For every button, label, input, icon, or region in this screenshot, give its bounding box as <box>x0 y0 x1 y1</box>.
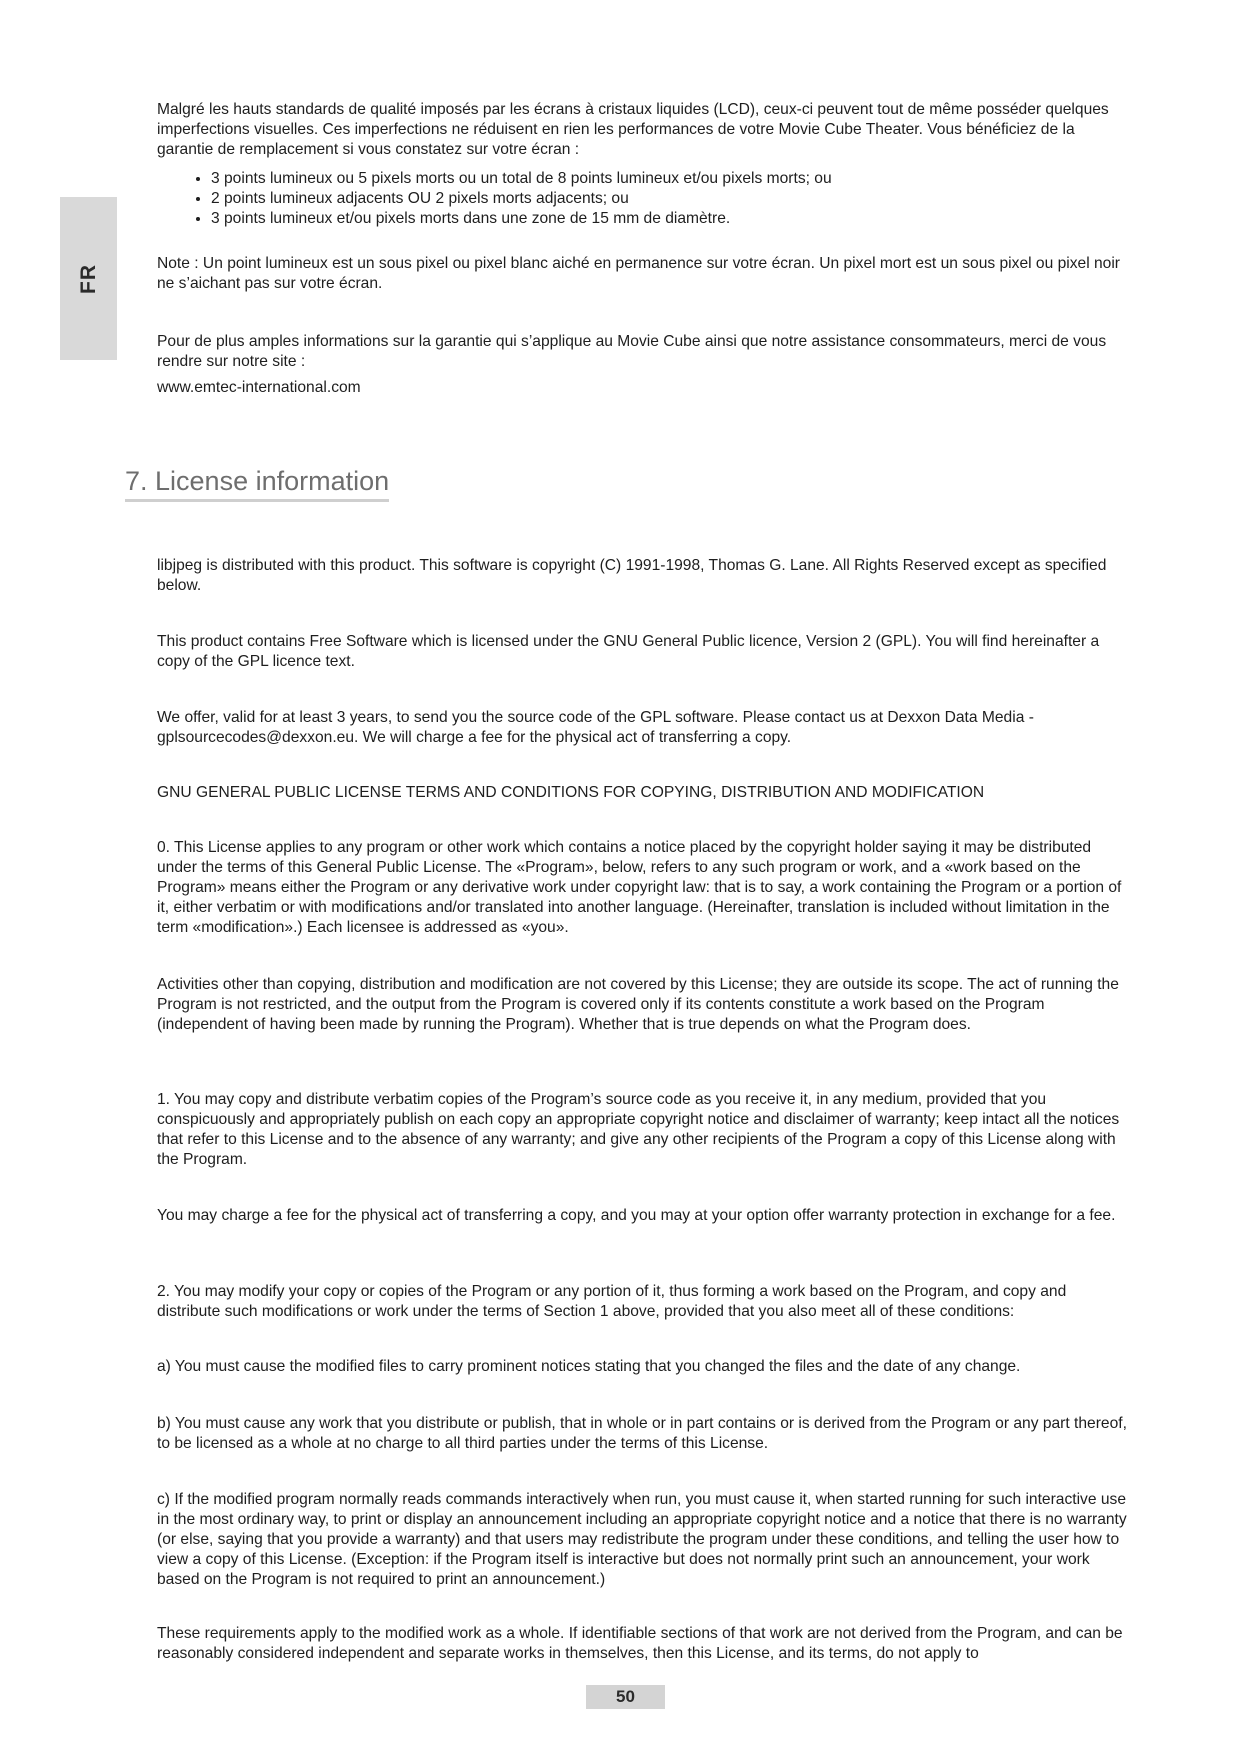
license-paragraph-libjpeg: libjpeg is distributed with this product. This software is copyright (C) 1991-1998, Thomas G. Lane. All Rights Reserved except as specified below. <box>157 557 1107 594</box>
license-paragraph-gpl-notice: This product contains Free Software which is licensed under the GNU General Public licence, Version 2 (GPL). You will find hereinafter a copy of the GPL licence text. <box>157 633 1100 670</box>
language-tab <box>60 197 117 360</box>
page-number: 50 <box>586 1685 665 1709</box>
license-paragraph-fee: You may charge a fee for the physical act of transferring a copy, and you may at your option offer warranty protection in exchange for a fee. <box>157 1207 1116 1224</box>
french-more-info-paragraph: Pour de plus amples informations sur la garantie qui s’applique au Movie Cube ainsi que notre assistance consommateurs, merci de vous rendre sur notre site : <box>157 333 1107 370</box>
license-paragraph-condition-b: b) You must cause any work that you distribute or publish, that in whole or in part contains or is derived from the Program or any part thereof, to be licensed as a whole at no charge to all third parties under the terms of this License. <box>157 1415 1127 1452</box>
license-paragraph-requirements: These requirements apply to the modified work as a whole. If identifiable sections of that work are not derived from the Program, and can be reasonably considered independent and separate works in themselves, then this License, and its terms, do not apply to <box>157 1625 1123 1662</box>
list-item: • 3 points lumineux ou 5 pixels morts ou un total de 8 points lumineux et/ou pixels morts; ou <box>211 169 1111 189</box>
section-title: 7. License information <box>125 464 389 502</box>
website-link[interactable]: www.emtec-international.com <box>157 379 361 396</box>
french-intro-paragraph: Malgré les hauts standards de qualité imposés par les écrans à cristaux liquides (LCD), ceux-ci peuvent tout de même posséder quelques imperfections visuelles. Ces imperfections ne réduisent en rien les performances de votre Movie Cube Theater. Vous bénéficiez de la garantie de remplacement si vous constatez sur votre écran : <box>157 101 1109 158</box>
license-paragraph-source-offer: We offer, valid for at least 3 years, to send you the source code of the GPL software. Please contact us at Dexxon Data Media - gplsourcecodes@dexxon.eu. We will charge a fee for the physical act of transferring a copy. <box>157 709 1034 746</box>
license-paragraph-section-2: 2. You may modify your copy or copies of the Program or any portion of it, thus forming a work based on the Program, and copy and distribute such modifications or work under the terms of Section 1 above, provided that you also meet all of these conditions: <box>157 1283 1067 1320</box>
license-paragraph-section-1: 1. You may copy and distribute verbatim copies of the Program’s source code as you receive it, in any medium, provided that you conspicuously and appropriately publish on each copy an appropriate copyright notice and disclaimer of warranty; keep intact all the notices that refer to this License and to the absence of any warranty; and give any other recipients of the Program a copy of this License along with the Program. <box>157 1091 1120 1168</box>
list-item: • 3 points lumineux et/ou pixels morts dans une zone de 15 mm de diamètre. <box>211 209 1111 229</box>
license-paragraph-section-0: 0. This License applies to any program or other work which contains a notice placed by the copyright holder saying it may be distributed under the terms of this General Public License. The «Program», below, refers to any such program or work, and a «work based on the Program» means either the Program or any derivative work under copyright law: that is to say, a work containing the Program or a portion of it, either verbatim or with modifications and/or translated into another language. (Hereinafter, translation is included without limitation in the term «modification».) Each licensee is addressed as «you». <box>157 839 1122 936</box>
language-tab-label: FR <box>76 263 100 294</box>
french-note-paragraph: Note : Un point lumineux est un sous pixel ou pixel blanc aiché en permanence sur votre écran. Un pixel mort est un sous pixel ou pixel noir ne s’aichant pas sur votre écran. <box>157 255 1120 292</box>
list-item: • 2 points lumineux adjacents OU 2 pixels morts adjacents; ou <box>211 189 1111 209</box>
warranty-conditions-list <box>189 169 1111 229</box>
license-paragraph-condition-c: c) If the modified program normally reads commands interactively when run, you must cause it, when started running for such interactive use in the most ordinary way, to print or display an announcement including an appropriate copyright notice and a notice that there is no warranty (or else, saying that you provide a warranty) and that users may redistribute the program under these conditions, and telling the user how to view a copy of this License. (Exception: if the Program itself is interactive but does not normally print such an announcement, your work based on the Program is not required to print an announcement.) <box>157 1491 1127 1588</box>
license-paragraph-activities: Activities other than copying, distribution and modification are not covered by this License; they are outside its scope. The act of running the Program is not restricted, and the output from the Program is covered only if its contents constitute a work based on the Program (independent of having been made by running the Program). Whether that is true depends on what the Program does. <box>157 976 1119 1033</box>
gpl-terms-heading: GNU GENERAL PUBLIC LICENSE TERMS AND CONDITIONS FOR COPYING, DISTRIBUTION AND MODIFICATION <box>157 784 985 801</box>
license-paragraph-condition-a: a) You must cause the modified files to carry prominent notices stating that you changed the files and the date of any change. <box>157 1358 1021 1375</box>
